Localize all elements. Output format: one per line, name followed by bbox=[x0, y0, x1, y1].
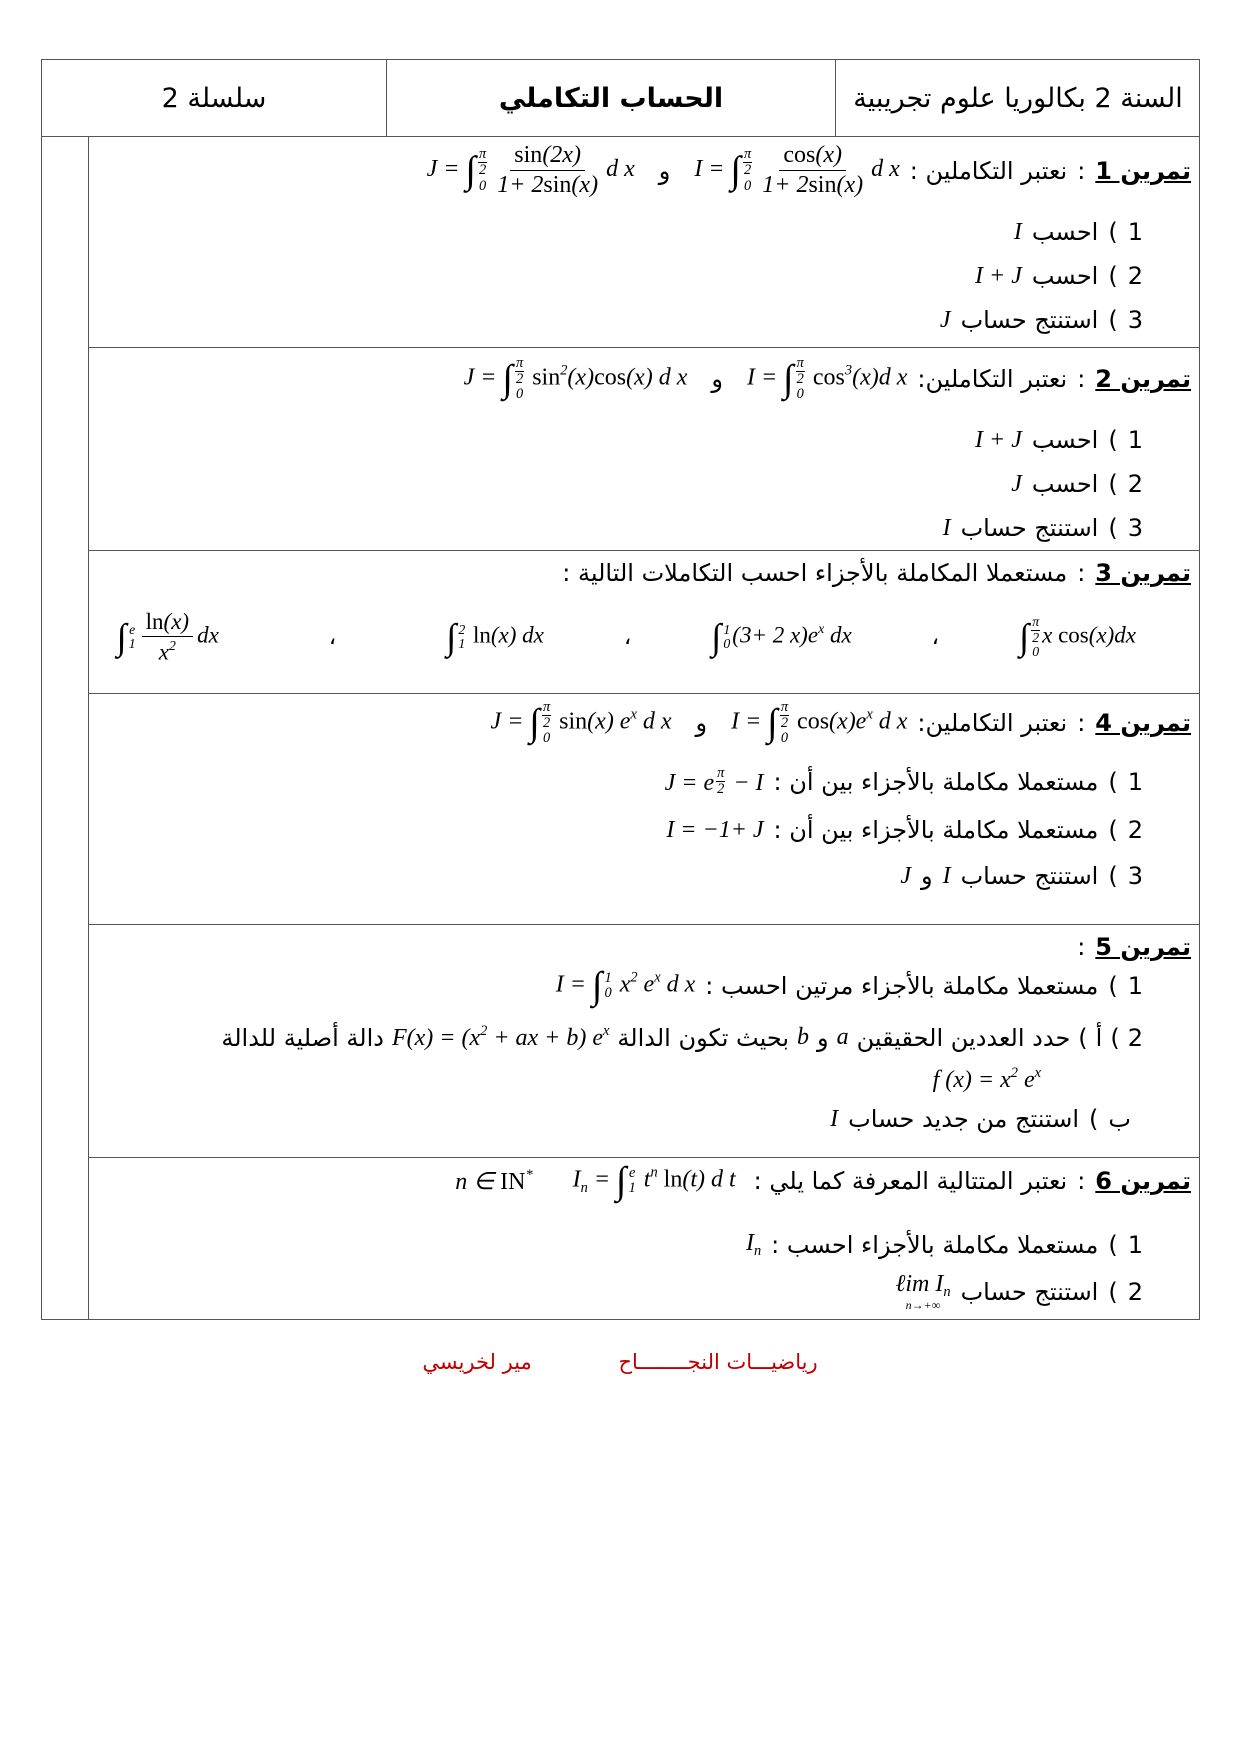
separator: ، bbox=[931, 624, 940, 651]
question: 3 ) استنتج حساب I bbox=[942, 514, 1143, 542]
integral-J: J = ∫ π 2 0 sin(x) $e^x$ d x bbox=[490, 699, 672, 747]
question: 2 ) أ ) حدد العددين الحقيقين a و b بحيث تكون الدالة $F(x) = (x^2$ + ax + b) $e^x$ دالة أصلية للدالة bbox=[221, 1023, 1143, 1052]
exercise-intro: نعتبر التكاملين : bbox=[909, 156, 1068, 185]
question: 3 ) استنتج حساب J bbox=[939, 306, 1143, 334]
integral-item: ∫ e 1 $\frac{\ln(x)}{x^2}$ dx bbox=[116, 609, 219, 665]
question: 2 ) مستعملا مكاملة بالأجزاء بين أن : I = −1+ J bbox=[666, 816, 1143, 844]
exercise-5-statement: تمرين 5 : bbox=[1077, 933, 1191, 961]
separator: ، bbox=[328, 624, 337, 651]
footer bbox=[0, 1350, 1240, 1374]
conjunction: و bbox=[695, 709, 708, 738]
integral-J: J = ∫ π 2 0 $\frac{\sin(2x)}{1+ 2\sin(x)}$ d x bbox=[426, 142, 635, 198]
question: 2 ) احسب J bbox=[1011, 470, 1143, 498]
integral-item: ∫ π 2 0 x cos(x)dx bbox=[1019, 614, 1136, 660]
question: 3 ) استنتج حساب I و J bbox=[900, 862, 1143, 890]
exercise-1 bbox=[89, 136, 1191, 347]
function-f: f $(x) = x^2$ $e^x$ bbox=[932, 1065, 1041, 1094]
integral-item: ∫ 2 1 ln(x) dx bbox=[446, 615, 544, 657]
exercise-sheet bbox=[41, 59, 1200, 1320]
exercise-3-statement: تمرين 3 : مستعملا المكاملة بالأجزاء احسب التكاملات التالية : bbox=[562, 559, 1191, 587]
integral-I: I = ∫ π 2 0 $\cos^3(x)d$ x bbox=[746, 355, 908, 403]
exercise-intro: مستعملا المكاملة بالأجزاء احسب التكاملات التالية : bbox=[562, 559, 1068, 587]
exercise-4 bbox=[89, 694, 1191, 924]
separator: ، bbox=[623, 624, 632, 651]
exercise-4-statement: تمرين 4 : نعتبر التكاملين: I = ∫ π 2 0 $\cos(x)e^x$ d x و J = ∫ π 2 0 sin(x) $e^x$ d x bbox=[490, 699, 1191, 747]
integral-I: I = ∫ π 2 0 $\cos(x)e^x$ d x bbox=[731, 699, 908, 747]
exercise-2-statement: تمرين 2 : نعتبر التكاملين: I = ∫ π 2 0 $\cos^3(x)d$ x و J = ∫ π 2 0 $\sin^2(x)\cos(x)$ d x bbox=[463, 355, 1191, 403]
exercise-intro: نعتبر التكاملين: bbox=[917, 709, 1068, 738]
exercise-1-statement: تمرين 1 : نعتبر التكاملين : I = ∫ π 2 0 $\frac{\cos(x)}{1+ 2\sin(x)}$ d x و J = ∫ π 2 0 $\frac{\sin(2x)}{1+ 2\sin(x)}$ d x bbox=[426, 142, 1191, 198]
integrals-list bbox=[117, 609, 1136, 666]
header-level: السنة 2 بكالوريا علوم تجريبية bbox=[853, 82, 1183, 114]
exercise-2 bbox=[89, 348, 1191, 550]
footer-author: مير لخريسي bbox=[422, 1350, 532, 1374]
footer-site: رياضيـــات النجــــــــاح bbox=[618, 1350, 818, 1374]
question: 1 ) احسب I + J bbox=[975, 426, 1143, 454]
exercise-title: تمرين 6 bbox=[1095, 1167, 1191, 1196]
exercise-title: تمرين 1 bbox=[1095, 156, 1191, 185]
exercise-6-statement: تمرين 6 : نعتبر المتتالية المعرفة كما يلي : $I_n$ = ∫ e 1 $t^n$ ln(t) d t n ∈ IN* bbox=[455, 1160, 1191, 1202]
question: 1 ) مستعملا مكاملة بالأجزاء بين أن : J = e π 2 − I bbox=[664, 765, 1143, 798]
integral-I: I = ∫ π 2 0 $\frac{\cos(x)}{1+ 2\sin(x)}$ d x bbox=[694, 142, 900, 198]
exercise-3 bbox=[89, 551, 1191, 693]
exercise-title: تمرين 3 bbox=[1095, 559, 1191, 587]
integral-item: ∫ 1 0 (3+ 2 $x)e^x$ dx bbox=[711, 615, 852, 657]
header-series: سلسلة 2 bbox=[42, 60, 387, 136]
integral-J: J = ∫ π 2 0 $\sin^2(x)\cos(x)$ d x bbox=[463, 355, 688, 403]
exercise-intro: نعتبر المتتالية المعرفة كما يلي : bbox=[753, 1167, 1068, 1196]
question: 1 ) مستعملا مكاملة بالأجزاء مرتين احسب : I = ∫ 1 0 $x^2$ $e^x$ d x bbox=[555, 965, 1143, 1007]
exercise-6 bbox=[89, 1158, 1191, 1320]
exercise-title: تمرين 4 bbox=[1095, 709, 1191, 738]
exercise-intro: نعتبر التكاملين: bbox=[917, 365, 1068, 394]
exercise-5 bbox=[89, 925, 1191, 1157]
question: 2 ) احسب I + J bbox=[975, 262, 1143, 290]
header-topic: الحساب التكاملي bbox=[387, 60, 836, 136]
question: 1 ) مستعملا مكاملة بالأجزاء احسب : $I_n$ bbox=[745, 1230, 1143, 1260]
question: 1 ) احسب I bbox=[1013, 218, 1143, 246]
conjunction: و bbox=[711, 365, 723, 394]
exercise-title: تمرين 2 bbox=[1095, 365, 1191, 394]
conjunction: و bbox=[658, 156, 671, 185]
exercise-title: تمرين 5 bbox=[1095, 933, 1191, 961]
question: 2 ) استنتج حساب ℓim $I_n$ n→+∞ bbox=[895, 1271, 1143, 1313]
question: ب ) استنتج من جديد حساب I bbox=[830, 1105, 1131, 1133]
